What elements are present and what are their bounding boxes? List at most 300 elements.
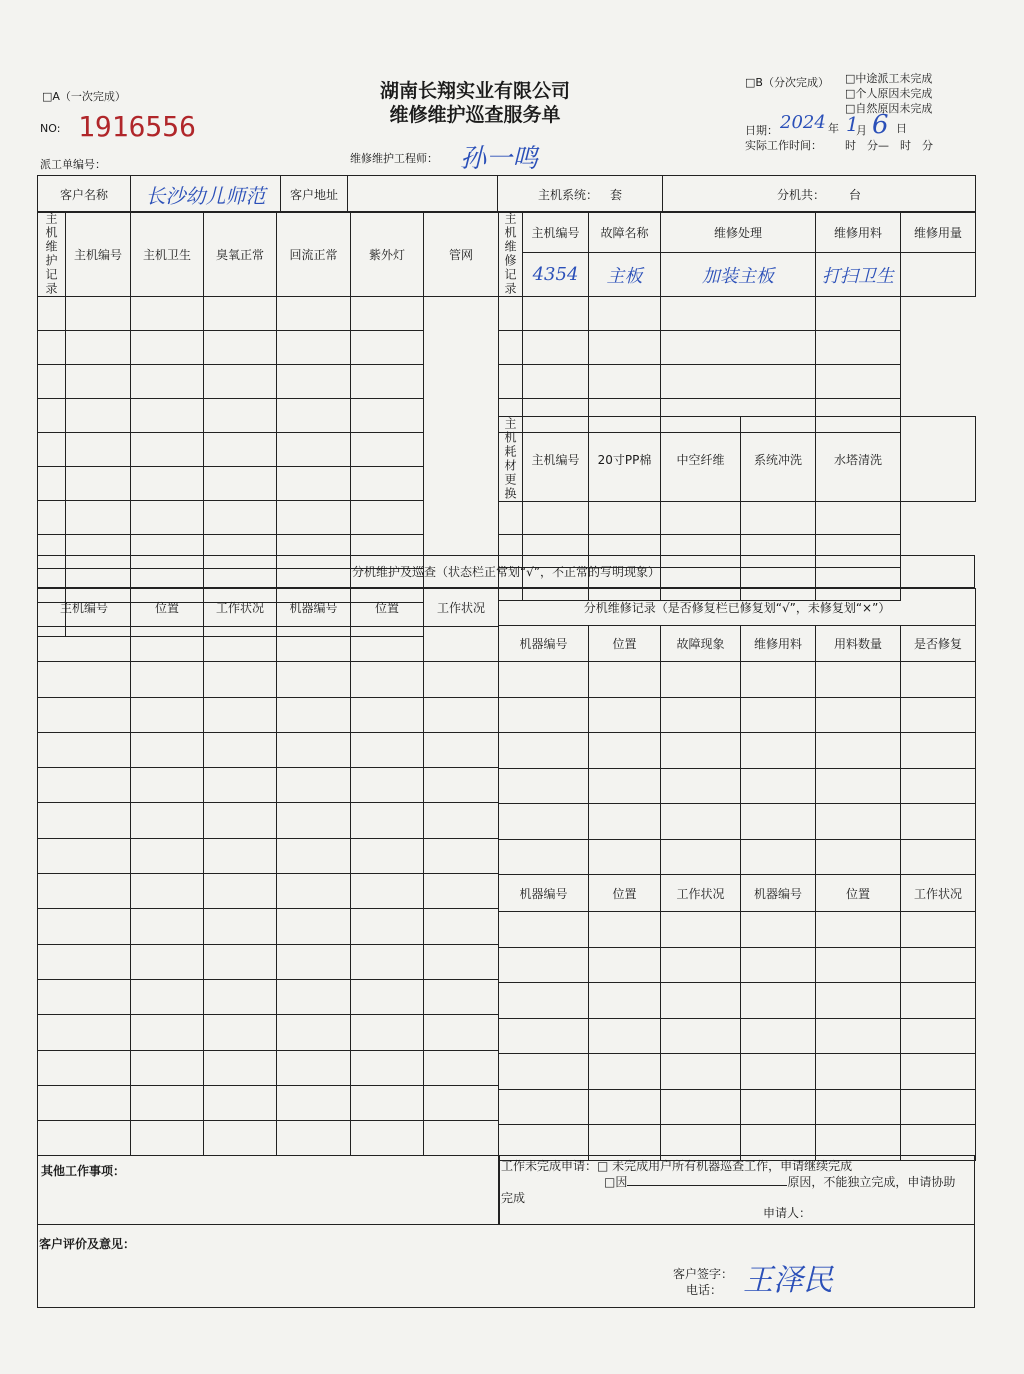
cell [277, 944, 351, 979]
cell [661, 1089, 741, 1125]
cell [131, 1050, 204, 1085]
cell [351, 874, 424, 909]
cell [38, 433, 66, 467]
col-header: 主机编号 [523, 212, 589, 253]
cell [816, 297, 901, 331]
cell [661, 839, 741, 875]
cell [589, 804, 661, 840]
cell [424, 979, 499, 1014]
host-system [498, 176, 663, 213]
cell [424, 697, 499, 732]
table-row [38, 697, 499, 732]
cell [131, 1121, 204, 1156]
cell [204, 944, 277, 979]
cell [424, 662, 499, 697]
host-system-label: 主机系统： [537, 187, 598, 202]
cell [131, 803, 204, 838]
cell [351, 1015, 424, 1050]
cell [204, 467, 277, 501]
cell [351, 627, 424, 662]
table-row [499, 697, 976, 733]
comment-label: 客户评价及意见： [39, 1237, 136, 1251]
cell [277, 768, 351, 803]
cell [38, 331, 66, 365]
cell [66, 501, 131, 535]
cell [901, 912, 976, 948]
cell [589, 297, 661, 331]
table-row [499, 947, 976, 983]
col-header: 位置 [131, 589, 204, 627]
cell [589, 331, 661, 365]
table-row [499, 804, 976, 840]
cell [589, 733, 661, 769]
reason-2: □个人原因未完成 [845, 87, 933, 100]
col-header: 紫外灯 [351, 212, 424, 297]
cell [661, 697, 741, 733]
host-consumables-label: 主机耗材更换 [499, 417, 523, 502]
table-row [499, 983, 976, 1019]
cell [901, 253, 976, 297]
cell [741, 804, 816, 840]
cell [38, 1085, 131, 1120]
cell [424, 627, 499, 662]
cell [277, 1085, 351, 1120]
cell [277, 1121, 351, 1156]
col-header: 位置 [589, 875, 661, 912]
incomplete-reason-text: 原因，不能独立完成，申请协助 [787, 1175, 956, 1189]
cell [661, 1054, 741, 1090]
cell [661, 662, 741, 698]
cell [131, 874, 204, 909]
cell [499, 502, 523, 535]
table-row [499, 912, 976, 948]
col-header: 工作状况 [204, 589, 277, 627]
cell [661, 768, 741, 804]
cell [351, 697, 424, 732]
dispatch-label: 派工单编号： [40, 158, 106, 171]
cell [38, 1015, 131, 1050]
table-row [499, 365, 976, 399]
cell [66, 399, 131, 433]
cell [741, 1089, 816, 1125]
cell [741, 912, 816, 948]
table-row [38, 838, 499, 873]
cell [816, 1054, 901, 1090]
table-row [499, 839, 976, 875]
cell [741, 502, 816, 535]
cell [131, 697, 204, 732]
cell [901, 947, 976, 983]
cell [277, 697, 351, 732]
cell [589, 1089, 661, 1125]
cell [204, 909, 277, 944]
cell [351, 768, 424, 803]
cell [66, 467, 131, 501]
cell [901, 1054, 976, 1090]
cell [816, 365, 901, 399]
cell [901, 417, 976, 502]
cell [38, 467, 66, 501]
table-row [499, 1018, 976, 1054]
table-row [38, 433, 499, 467]
cell [66, 365, 131, 399]
incomplete-line-2 [604, 1173, 955, 1190]
col-header: 位置 [816, 875, 901, 912]
cell [66, 297, 131, 331]
col-header: 用料数量 [816, 626, 901, 662]
cell [204, 803, 277, 838]
col-header: 主机卫生 [131, 212, 204, 297]
cell [424, 909, 499, 944]
col-header: 机器编号 [499, 626, 589, 662]
customer-comment-section [37, 1224, 975, 1308]
cell [131, 1085, 204, 1120]
table-row [38, 874, 499, 909]
cell [661, 983, 741, 1019]
cell [499, 331, 523, 365]
cell [351, 944, 424, 979]
cell [523, 365, 589, 399]
col-header: 主机编号 [66, 212, 131, 297]
cell [66, 433, 131, 467]
cell [499, 912, 589, 948]
company-name: 湖南长翔实业有限公司 [379, 80, 570, 102]
cell [38, 365, 66, 399]
cell [816, 331, 901, 365]
customer-name-label: 客户名称 [38, 176, 131, 213]
date-label: 日期： [745, 124, 778, 137]
cell [131, 627, 204, 662]
table-row [499, 253, 976, 297]
cell [204, 838, 277, 873]
cell [741, 662, 816, 698]
cell [277, 662, 351, 697]
cell [351, 838, 424, 873]
cell [351, 297, 424, 331]
incomplete-label: 工作未完成申请： [501, 1159, 598, 1173]
cell [38, 838, 131, 873]
cell [499, 1054, 589, 1090]
cell: 打扫卫生 [816, 253, 901, 297]
no-label: NO: [40, 122, 61, 135]
cell [661, 331, 816, 365]
cell [38, 803, 131, 838]
table-row [38, 979, 499, 1014]
cell [131, 467, 204, 501]
col-header: 位置 [589, 626, 661, 662]
cell [351, 1050, 424, 1085]
cell [204, 627, 277, 662]
col-header: 故障现象 [661, 626, 741, 662]
cell [204, 1015, 277, 1050]
cell [351, 501, 424, 535]
divider [498, 1156, 500, 1224]
cell [424, 1085, 499, 1120]
table-row [499, 502, 976, 535]
cell [741, 1018, 816, 1054]
col-header: 维修用料 [816, 212, 901, 253]
col-header: 主机编号 [38, 589, 131, 627]
cell [499, 1018, 589, 1054]
cell [589, 1054, 661, 1090]
cell [277, 399, 351, 433]
cell [277, 732, 351, 767]
cell [38, 627, 131, 662]
cell [131, 297, 204, 331]
cell [277, 365, 351, 399]
table-row [499, 662, 976, 698]
cell [351, 365, 424, 399]
cell [816, 502, 901, 535]
cell: 4354 [523, 253, 589, 297]
cell [499, 947, 589, 983]
cell [131, 399, 204, 433]
cell [523, 297, 589, 331]
cell [816, 1018, 901, 1054]
col-header: 回流正常 [277, 212, 351, 297]
cell [661, 502, 741, 535]
host-system-unit: 套 [610, 187, 623, 202]
cell [661, 912, 741, 948]
option-a: □A（一次完成） [42, 90, 126, 103]
table-row [38, 944, 499, 979]
cell [38, 297, 66, 331]
cell [351, 399, 424, 433]
split-repair-table [498, 588, 976, 1161]
year-unit: 年 [828, 122, 839, 135]
cell [131, 909, 204, 944]
cell [499, 297, 523, 331]
cell [131, 331, 204, 365]
table-row [499, 297, 976, 331]
table-row [38, 732, 499, 767]
cell [424, 1015, 499, 1050]
table-row [499, 733, 976, 769]
col-header: 工作状况 [424, 589, 499, 627]
cell [901, 733, 976, 769]
engineer-label: 维修维护工程师： [350, 152, 438, 165]
customer-address-value [348, 176, 498, 213]
month-unit: 月 [856, 124, 867, 137]
col-header: 故障名称 [589, 212, 661, 253]
cell [131, 433, 204, 467]
split-label: 分机共： [776, 187, 825, 202]
cell [204, 979, 277, 1014]
split-section-title: 分机维护及巡查（状态栏正常划“√”，不正常的写明现象） [37, 555, 975, 588]
col-header: 位置 [351, 589, 424, 627]
cell [38, 662, 131, 697]
cell [204, 297, 277, 331]
cell [204, 874, 277, 909]
incomplete-option-1[interactable]: □ 未完成用户所有机器巡查工作，申请继续完成 [597, 1159, 853, 1173]
incomplete-complete-text: 完成 [501, 1191, 526, 1205]
table-row [38, 803, 499, 838]
cell [351, 1085, 424, 1120]
col-header: 管网 [424, 212, 499, 297]
other-work-label: 其他工作事项： [41, 1164, 126, 1178]
form-title: 维修维护巡查服务单 [389, 104, 561, 126]
cell [131, 662, 204, 697]
sign-label: 客户签字： [673, 1267, 734, 1281]
table-row [38, 1015, 499, 1050]
col-header: 工作状况 [661, 875, 741, 912]
cell [816, 662, 901, 698]
table-row [38, 467, 499, 501]
table-row [38, 909, 499, 944]
cell [901, 1018, 976, 1054]
table-row [38, 331, 499, 365]
cell [38, 399, 66, 433]
cell [741, 839, 816, 875]
cell [499, 1089, 589, 1125]
cell [523, 331, 589, 365]
col-header: 水塔清洗 [816, 417, 901, 502]
cell [661, 733, 741, 769]
other-work-section [37, 1155, 975, 1225]
table-row [38, 399, 499, 433]
cell [901, 697, 976, 733]
date-month: 1 [846, 112, 859, 136]
cell [816, 768, 901, 804]
incomplete-option-2[interactable]: □因 [604, 1175, 628, 1189]
cell [499, 804, 589, 840]
cell [38, 874, 131, 909]
cell [741, 983, 816, 1019]
col-header: 中空纤维 [661, 417, 741, 502]
cell [204, 433, 277, 467]
customer-signature: 王泽民 [743, 1263, 833, 1298]
cell [499, 697, 589, 733]
reason-3: □自然原因未完成 [845, 102, 933, 115]
cell [38, 697, 131, 732]
table-row [38, 768, 499, 803]
customer-name-value: 长沙幼儿师范 [131, 176, 281, 213]
table-row [38, 501, 499, 535]
cell [277, 297, 351, 331]
cell [741, 768, 816, 804]
cell [424, 838, 499, 873]
table-row [38, 1085, 499, 1120]
cell [523, 502, 589, 535]
cell [204, 1121, 277, 1156]
cell [741, 697, 816, 733]
cell [351, 467, 424, 501]
cell [277, 501, 351, 535]
cell [277, 803, 351, 838]
cell [661, 947, 741, 983]
col-header: 系统冲洗 [741, 417, 816, 502]
col-header: 臭氧正常 [204, 212, 277, 297]
cell [589, 662, 661, 698]
cell [424, 732, 499, 767]
cell [741, 1054, 816, 1090]
cell [901, 1089, 976, 1125]
col-header: 维修处理 [661, 212, 816, 253]
cell [351, 331, 424, 365]
cell [131, 365, 204, 399]
cell [901, 839, 976, 875]
split-repair-title: 分机维修记录（是否修复栏已修复划“√”，未修复划“×”） [499, 589, 976, 626]
cell [424, 803, 499, 838]
cell [741, 947, 816, 983]
col-header: 机器编号 [741, 875, 816, 912]
date-day: 6 [872, 110, 889, 140]
cell [204, 662, 277, 697]
cell [741, 733, 816, 769]
cell [38, 732, 131, 767]
phone-label: 电话： [686, 1283, 723, 1297]
host-maintenance-label: 主机维护记录 [38, 212, 66, 297]
cell [277, 1015, 351, 1050]
host-repair-label: 主机维修记录 [499, 212, 523, 297]
cell [661, 804, 741, 840]
cell [351, 979, 424, 1014]
cell [499, 365, 523, 399]
cell [277, 467, 351, 501]
customer-table [37, 175, 976, 213]
cell [589, 502, 661, 535]
reason-1: □中途派工未完成 [845, 72, 933, 85]
cell [901, 804, 976, 840]
cell [661, 297, 816, 331]
split-maintenance-table [37, 588, 499, 1156]
cell [589, 365, 661, 399]
cell [131, 501, 204, 535]
table-row [499, 768, 976, 804]
cell [277, 838, 351, 873]
cell [38, 768, 131, 803]
cell [816, 947, 901, 983]
cell [277, 874, 351, 909]
cell [38, 944, 131, 979]
applicant-label: 申请人： [763, 1206, 812, 1220]
cell [277, 331, 351, 365]
table-row [38, 297, 499, 331]
table-row [499, 1089, 976, 1125]
table-row [38, 627, 499, 662]
option-b-reasons [845, 71, 932, 116]
col-header: 维修用量 [901, 212, 976, 253]
cell [38, 1050, 131, 1085]
cell [277, 627, 351, 662]
cell [901, 768, 976, 804]
table-row [38, 1121, 499, 1156]
cell [204, 399, 277, 433]
cell [589, 912, 661, 948]
cell [816, 839, 901, 875]
work-time-label: 实际工作时间： [745, 139, 822, 152]
cell [901, 983, 976, 1019]
cell [661, 365, 816, 399]
option-b: □B（分次完成） [745, 76, 829, 89]
table-row [38, 662, 499, 697]
cell [816, 983, 901, 1019]
cell [816, 912, 901, 948]
cell [424, 1050, 499, 1085]
cell [816, 697, 901, 733]
cell [204, 331, 277, 365]
col-header: 工作状况 [901, 875, 976, 912]
cell [66, 331, 131, 365]
customer-address-label: 客户地址 [281, 176, 348, 213]
cell [816, 733, 901, 769]
cell [424, 1121, 499, 1156]
col-header: 主机编号 [523, 417, 589, 502]
cell [589, 839, 661, 875]
cell [816, 1089, 901, 1125]
cell [131, 944, 204, 979]
split-unit: 台 [849, 187, 862, 202]
